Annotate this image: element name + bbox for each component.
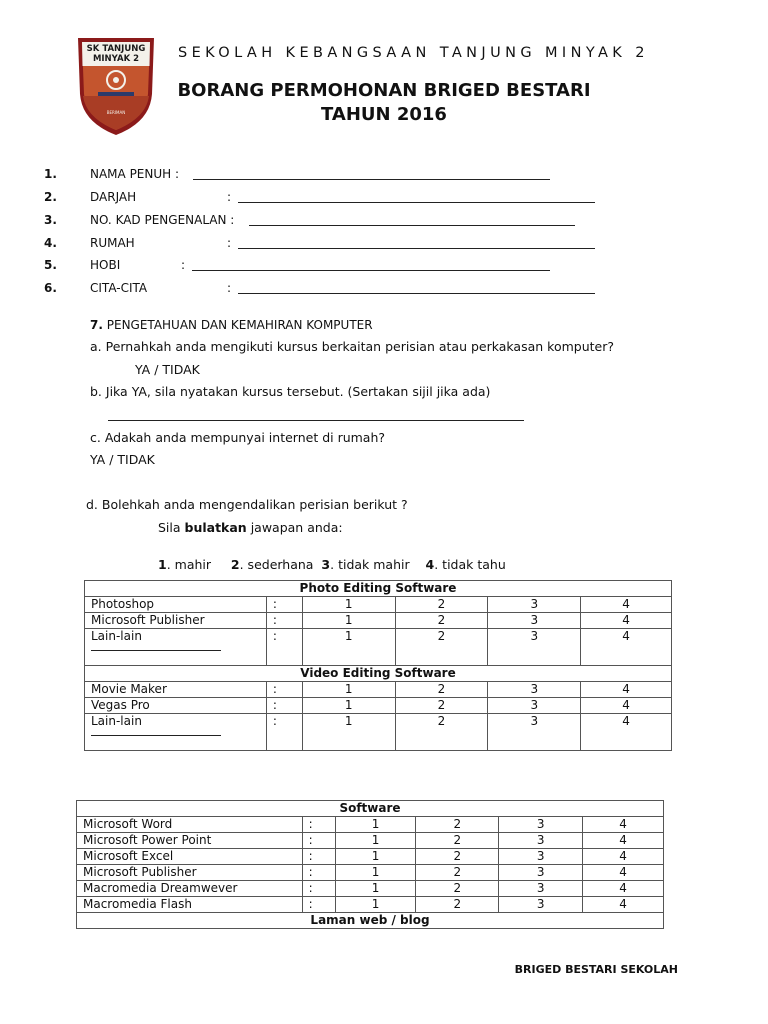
form-year: TAHUN 2016	[321, 104, 447, 125]
question-c: c. Adakah anda mempunyai internet di rumah?	[90, 430, 386, 445]
field-label-nama: NAMA PENUH :	[90, 167, 180, 181]
rating-option[interactable]: 2	[395, 682, 488, 698]
rating-option[interactable]: 2	[395, 597, 488, 613]
rating-option[interactable]: 4	[581, 597, 672, 613]
field-number: 3.	[44, 213, 57, 227]
rating-scale-legend: 1. mahir 2. sederhana 3. tidak mahir 4. tidak tahu	[158, 557, 506, 572]
field-number: 2.	[44, 190, 57, 204]
logo-text-line2: MINYAK 2	[92, 54, 140, 64]
table-row: Macromedia Flash : 1 2 3 4	[77, 897, 664, 913]
rating-option[interactable]: 1	[302, 613, 395, 629]
field-colon: :	[227, 281, 232, 295]
section-number: 7.	[90, 318, 103, 332]
field-label-ic: NO. KAD PENGENALAN :	[90, 213, 235, 227]
field-label-hobi: HOBI	[90, 258, 121, 272]
table-row: Lain-lain : 1 2 3 4	[85, 629, 672, 666]
video-editing-header: Video Editing Software	[85, 666, 672, 682]
rating-option[interactable]: 3	[488, 698, 581, 714]
rating-option[interactable]: 1	[302, 714, 395, 751]
question-b: b. Jika YA, sila nyatakan kursus tersebut. (Sertakan sijil jika ada)	[90, 384, 491, 399]
rating-option[interactable]: 4	[581, 629, 672, 666]
software-name-other: Lain-lain	[85, 629, 267, 666]
rumah-input-line[interactable]	[238, 248, 595, 249]
rating-option[interactable]: 4	[583, 865, 664, 881]
field-number: 6.	[44, 281, 57, 295]
field-colon: :	[227, 190, 232, 204]
circle-instruction: Sila bulatkan jawapan anda:	[158, 520, 343, 535]
software-name: Photoshop	[85, 597, 267, 613]
table-row: Microsoft Excel : 1 2 3 4	[77, 849, 664, 865]
rating-option[interactable]: 3	[488, 597, 581, 613]
website-blog-header: Laman web / blog	[77, 913, 664, 929]
rating-option[interactable]: 4	[583, 897, 664, 913]
rating-option[interactable]: 1	[302, 597, 395, 613]
rating-option[interactable]: 1	[302, 698, 395, 714]
question-b-input-line[interactable]	[108, 420, 524, 421]
field-number: 4.	[44, 236, 57, 250]
question-d: d. Bolehkah anda mengendalikan perisian berikut ?	[86, 497, 408, 512]
table-row: Microsoft Power Point : 1 2 3 4	[77, 833, 664, 849]
table-row: Movie Maker : 1 2 3 4	[85, 682, 672, 698]
rating-option[interactable]: 2	[416, 865, 499, 881]
hobi-input-line[interactable]	[192, 270, 550, 271]
rating-option[interactable]: 2	[416, 881, 499, 897]
rating-option[interactable]: 3	[488, 629, 581, 666]
table-row: Photoshop : 1 2 3 4	[85, 597, 672, 613]
rating-option[interactable]: 3	[488, 714, 581, 751]
rating-option[interactable]: 1	[335, 897, 416, 913]
question-c-answer[interactable]: YA / TIDAK	[90, 452, 155, 467]
rating-option[interactable]: 1	[335, 833, 416, 849]
ic-input-line[interactable]	[249, 225, 575, 226]
software-name: Microsoft Publisher	[77, 865, 303, 881]
rating-option[interactable]: 1	[335, 817, 416, 833]
rating-option[interactable]: 4	[583, 833, 664, 849]
rating-option[interactable]: 3	[499, 833, 583, 849]
software-name-other: Lain-lain	[85, 714, 267, 751]
rating-option[interactable]: 1	[302, 682, 395, 698]
school-logo	[74, 32, 158, 138]
software-header: Software	[77, 801, 664, 817]
rating-option[interactable]: 1	[335, 881, 416, 897]
rating-option[interactable]: 1	[302, 629, 395, 666]
rating-option[interactable]: 3	[499, 865, 583, 881]
rating-option[interactable]: 2	[395, 714, 488, 751]
darjah-input-line[interactable]	[238, 202, 595, 203]
rating-option[interactable]: 3	[488, 613, 581, 629]
other-software-input-line[interactable]	[91, 650, 221, 651]
rating-option[interactable]: 3	[499, 881, 583, 897]
nama-input-line[interactable]	[193, 179, 550, 180]
rating-option[interactable]: 1	[335, 865, 416, 881]
rating-option[interactable]: 4	[583, 849, 664, 865]
footer-text: BRIGED BESTARI SEKOLAH	[514, 963, 678, 976]
software-name: Microsoft Publisher	[85, 613, 267, 629]
rating-option[interactable]: 3	[499, 817, 583, 833]
field-number: 5.	[44, 258, 57, 272]
school-name: SEKOLAH KEBANGSAAN TANJUNG MINYAK 2	[178, 45, 649, 61]
field-label-rumah: RUMAH	[90, 236, 135, 250]
question-a: a. Pernahkah anda mengikuti kursus berkaitan perisian atau perkakasan komputer?	[90, 339, 614, 354]
rating-option[interactable]: 3	[499, 849, 583, 865]
table-row: Microsoft Word : 1 2 3 4	[77, 817, 664, 833]
rating-option[interactable]: 2	[395, 698, 488, 714]
question-a-answer[interactable]: YA / TIDAK	[135, 362, 200, 377]
field-number: 1.	[44, 167, 57, 181]
rating-option[interactable]: 3	[488, 682, 581, 698]
field-label-cita-cita: CITA-CITA	[90, 281, 148, 295]
field-colon: :	[227, 236, 232, 250]
software-name: Microsoft Power Point	[77, 833, 303, 849]
rating-option[interactable]: 2	[395, 629, 488, 666]
field-label-darjah: DARJAH	[90, 190, 137, 204]
logo-motto: BERIMAN	[106, 110, 126, 115]
rating-option[interactable]: 4	[581, 698, 672, 714]
software-name: Microsoft Excel	[77, 849, 303, 865]
field-colon: :	[181, 258, 186, 272]
editing-software-table	[84, 580, 672, 751]
rating-option[interactable]: 4	[583, 817, 664, 833]
rating-option[interactable]: 2	[416, 817, 499, 833]
table-row: Macromedia Dreamwever : 1 2 3 4	[77, 881, 664, 897]
rating-option[interactable]: 4	[581, 682, 672, 698]
rating-option[interactable]: 4	[581, 714, 672, 751]
logo-text-line1: SK TANJUNG	[86, 44, 146, 54]
table-row: Vegas Pro : 1 2 3 4	[85, 698, 672, 714]
rating-option[interactable]: 2	[395, 613, 488, 629]
form-title: BORANG PERMOHONAN BRIGED BESTARI	[177, 80, 591, 101]
software-name: Microsoft Word	[77, 817, 303, 833]
rating-option[interactable]: 2	[416, 849, 499, 865]
table-row: Microsoft Publisher : 1 2 3 4	[77, 865, 664, 881]
general-software-table	[76, 800, 664, 929]
rating-option[interactable]: 3	[499, 897, 583, 913]
table-row: Microsoft Publisher : 1 2 3 4	[85, 613, 672, 629]
rating-option[interactable]: 4	[583, 881, 664, 897]
rating-option[interactable]: 2	[416, 897, 499, 913]
rating-option[interactable]: 1	[335, 849, 416, 865]
rating-option[interactable]: 4	[581, 613, 672, 629]
photo-editing-header: Photo Editing Software	[85, 581, 672, 597]
software-name: Movie Maker	[85, 682, 267, 698]
other-software-input-line[interactable]	[91, 735, 221, 736]
section-heading: PENGETAHUAN DAN KEMAHIRAN KOMPUTER	[106, 318, 373, 332]
software-name: Macromedia Flash	[77, 897, 303, 913]
software-name: Vegas Pro	[85, 698, 267, 714]
software-name: Macromedia Dreamwever	[77, 881, 303, 897]
rating-option[interactable]: 2	[416, 833, 499, 849]
table-row: Lain-lain : 1 2 3 4	[85, 714, 672, 751]
cita-cita-input-line[interactable]	[238, 293, 595, 294]
